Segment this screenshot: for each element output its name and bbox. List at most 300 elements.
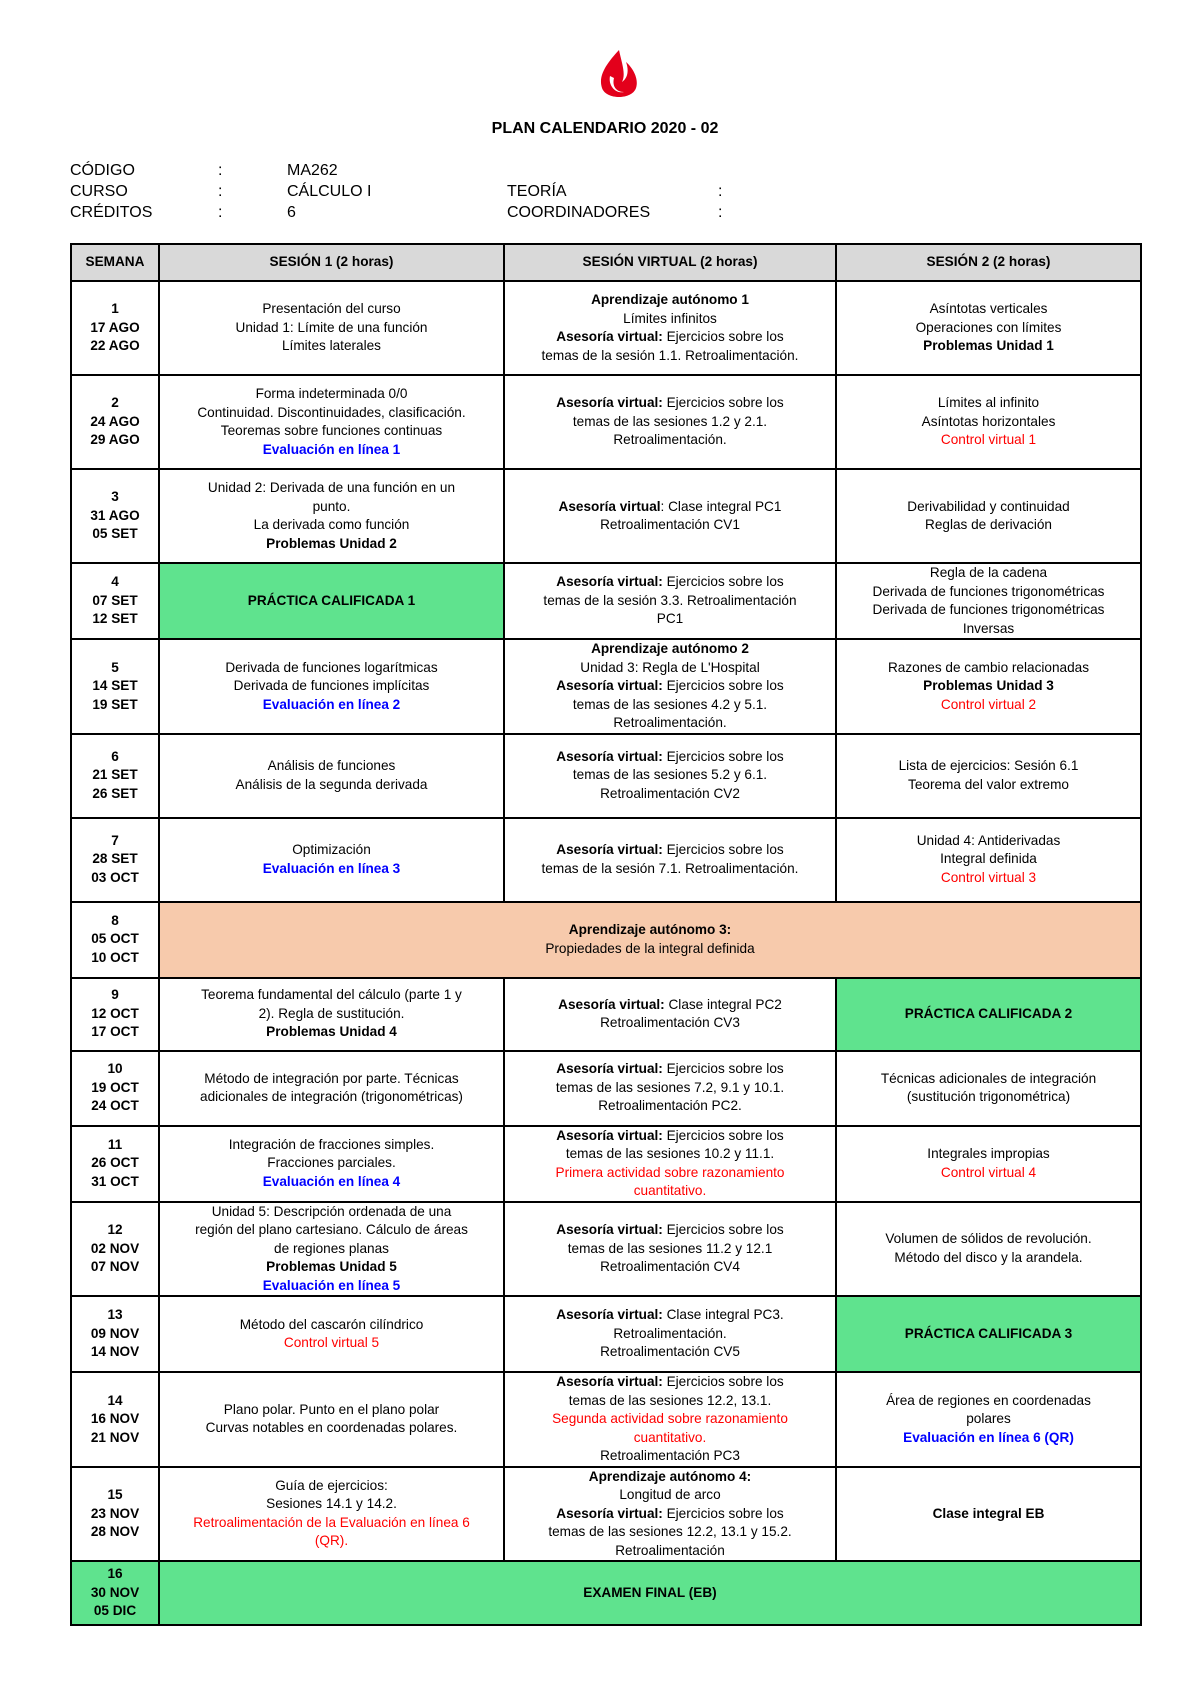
week-cell [71,563,159,639]
table-row [71,639,1141,734]
session-2-cell: PRÁCTICA CALIFICADA 3 [836,1296,1141,1372]
cell-line [841,1505,1136,1524]
virtual-session-cell [504,563,836,639]
week-text: 3 [111,489,119,505]
cell-line [841,1410,1136,1429]
session-1-cell [159,734,504,818]
session-1-cell [159,1372,504,1467]
session-1-cell [159,978,504,1051]
cell-line [509,1410,831,1429]
week-text: 03 OCT [91,869,139,885]
cell-text-rest: Ejercicios sobre los [662,1127,784,1143]
cell-text: temas de la sesión 3.3. Retroalimentación [543,592,797,608]
cell-line [509,1325,831,1344]
cell-text: Asesoría virtual: [556,748,663,764]
table-row [71,1467,1141,1562]
cell-text: Unidad 5: Descripción ordenada de una [211,1203,452,1219]
cell-text: temas de las sesiones 11.2 y 12.1 [567,1240,773,1256]
cell-text: cuantitativo. [633,1429,707,1445]
cell-text: temas de las sesiones 7.2, 9.1 y 10.1. [555,1079,785,1095]
cell-text: Técnicas adicionales de integración [880,1070,1097,1086]
cell-text: Análisis de la segunda derivada [235,776,428,792]
session-2-cell: PRÁCTICA CALIFICADA 2 [836,978,1141,1051]
table-row [71,978,1141,1051]
cell-line [509,696,831,715]
cell-line [509,1505,831,1524]
table-row [71,1372,1141,1467]
week-text: 24 OCT [91,1098,139,1114]
header-semana: SEMANA [71,244,159,281]
cell-text: Clase integral EB [932,1505,1045,1521]
week-cell [71,469,159,563]
cell-text: Control virtual 1 [940,432,1037,448]
creditos-label: CRÉDITOS [70,204,153,221]
table-row [71,1296,1141,1372]
cell-line [509,291,831,310]
cell-line [509,1486,831,1505]
cell-line [841,564,1136,583]
cell-text: Retroalimentación PC2. [598,1098,742,1114]
week-text: 05 DIC [93,1603,137,1619]
week-text: 07 NOV [90,1259,140,1274]
cell-text: Problemas Unidad 3 [923,678,1054,693]
cell-line [841,1164,1136,1183]
virtual-session-cell [504,469,836,563]
week-text: 1 [111,301,119,317]
week-cell [71,1202,159,1297]
week-text: 5 [111,659,119,675]
cell-text: punto. [312,498,351,514]
cell-line [509,1523,831,1542]
cell-line [841,1230,1136,1249]
cell-text: Propiedades de la integral definida [545,940,755,956]
cell-text-rest: Clase integral PC3. [662,1307,784,1323]
cell-text: cuantitativo. [633,1183,707,1198]
cell-text: Control virtual 2 [940,696,1037,712]
cell-text: (sustitución trigonométrica) [906,1089,1071,1104]
cell-line [841,757,1136,776]
week-cell [71,639,159,734]
week-text: 26 SET [92,785,138,801]
creditos-value: 6 [287,204,296,221]
cell-text: temas de las sesiones 5.2 y 6.1. [572,767,768,783]
cell-line [164,1316,499,1335]
cell-line [509,1240,831,1259]
cell-line [509,766,831,785]
codigo-label: CÓDIGO [70,162,135,179]
cell-text: Problemas Unidad 2 [266,535,397,551]
cell-line [164,921,1136,940]
virtual-session-cell [504,1202,836,1297]
cell-line [164,516,499,535]
cell-line [509,640,831,659]
cell-line [509,1447,831,1466]
cell-text-rest: Clase integral PC2 [664,996,782,1012]
week-text: 24 AGO [90,413,140,429]
cell-line [509,714,831,733]
cell-text: adicionales de integración (trigonométricas) [200,1089,463,1104]
week-text: 28 SET [92,851,138,867]
cell-text: Límites laterales [282,338,381,354]
cell-text-rest: Ejercicios sobre los [662,1222,784,1237]
cell-line [509,431,831,450]
week-text: 02 NOV [90,1240,140,1256]
cell-text: Curvas notables en coordenadas polares. [205,1420,458,1436]
week-text: 14 SET [92,678,138,693]
cell-text: temas de las sesiones 4.2 y 5.1. [572,696,768,712]
cell-text: Fracciones parciales. [267,1155,396,1171]
cell-line [164,1154,499,1173]
week-text: 31 AGO [90,507,140,523]
cell-line [841,776,1136,795]
cell-text: Integral definida [940,851,1037,867]
cell-text: Evaluación en línea 5 [262,1277,401,1293]
header-sesion-virtual: SESIÓN VIRTUAL (2 horas) [504,244,836,281]
cell-text: Control virtual 5 [283,1335,380,1350]
cell-line [841,319,1136,338]
cell-text: Asesoría virtual: [556,1374,663,1389]
cell-line [164,498,499,517]
week-text: 05 SET [92,526,138,542]
session-1-cell [159,375,504,469]
cell-text: Retroalimentación CV3 [600,1015,740,1030]
header-row [71,244,1141,281]
cell-line [164,300,499,319]
cell-line [164,1088,499,1107]
cell-line [509,1373,831,1392]
schedule-table [70,243,1142,1626]
week-text: 10 [107,1061,123,1077]
cell-line [841,394,1136,413]
cell-text: Método de integración por parte. Técnicas [204,1070,459,1086]
cell-text: temas de la sesión 1.1. Retroalimentación. [541,347,799,363]
cell-line [164,1334,499,1353]
info-staff-labels [507,181,650,223]
week-cell [71,1296,159,1372]
teoria-sep: : [718,183,723,200]
session-2-cell [836,469,1141,563]
cell-line [164,1419,499,1438]
cell-text: Regla de la cadena [929,565,1048,580]
cell-text: Asesoría virtual: [556,1222,663,1237]
cell-text: Optimización [292,842,371,857]
cell-text: Longitud de arco [619,1487,721,1502]
cell-line [509,1542,831,1561]
session-1-cell [159,281,504,375]
cell-text: Teorema del valor extremo [908,776,1069,792]
cell-text: Integrales impropias [927,1146,1050,1161]
cell-line [164,860,499,879]
coordinadores-label: COORDINADORES [507,204,651,221]
table-row [71,281,1141,375]
cell-line [164,696,499,715]
session-1-cell [159,639,504,734]
week-text: 29 AGO [90,432,140,448]
cell-line [164,1136,499,1155]
cell-line [509,347,831,366]
cell-line [841,498,1136,517]
session-2-cell [836,1051,1141,1126]
cell-text-rest: Ejercicios sobre los [662,748,784,764]
cell-text: Retroalimentación CV5 [600,1344,740,1360]
session-1-cell [159,1296,504,1372]
table-row [71,469,1141,563]
codigo-value: MA262 [287,162,338,179]
table-row [71,1561,1141,1625]
cell-text: Evaluación en línea 2 [262,696,401,712]
cell-text: Asesoría virtual: [556,1505,663,1521]
cell-text: temas de las sesiones 1.2 y 2.1. [572,413,768,429]
cell-line [164,1240,499,1259]
cell-line [841,601,1136,620]
cell-line [841,1070,1136,1089]
table-row [71,563,1141,639]
table-row [71,1051,1141,1126]
session-2-cell [836,563,1141,639]
cell-line [841,620,1136,639]
cell-text: Integración de fracciones simples. [228,1136,435,1152]
info-labels-col [70,160,152,223]
session-2-cell [836,1467,1141,1562]
cell-text: Retroalimentación PC3 [600,1448,740,1463]
cell-text: La derivada como función [253,517,410,532]
cell-line [509,1164,831,1183]
cell-line [509,1145,831,1164]
cell-text: Problemas Unidad 5 [266,1259,397,1274]
session-2-cell [836,639,1141,734]
cell-text: Retroalimentación. [613,1325,727,1341]
cell-line [509,1014,831,1033]
cell-text: Problemas Unidad 1 [923,338,1054,354]
cell-text: Asesoría virtual: [556,574,663,590]
week-text: 16 NOV [90,1411,140,1426]
cell-text: Retroalimentación CV1 [600,517,740,532]
cell-line [509,1306,831,1325]
curso-label: CURSO [70,183,128,200]
cell-text: Teoremas sobre funciones continuas [220,423,443,438]
table-row [71,734,1141,818]
cell-text: Unidad 1: Límite de una función [235,319,428,335]
cell-line [164,659,499,678]
cell-line [164,940,1136,959]
cell-line [164,422,499,441]
week-text: 13 [107,1307,123,1323]
cell-text: Derivada de funciones logarítmicas [225,659,438,675]
cell-line [509,498,831,517]
cell-text: Presentación del curso [262,301,401,317]
cell-text: Análisis de funciones [267,758,396,773]
info-values-col [287,160,371,223]
cell-line [509,516,831,535]
cell-text: Primera actividad sobre razonamiento [555,1164,785,1180]
cell-line [164,1005,499,1024]
virtual-session-cell [504,1051,836,1126]
header-sesion-2: SESIÓN 2 (2 horas) [836,244,1141,281]
virtual-session-cell [504,639,836,734]
cell-text: Retroalimentación. [613,432,727,448]
cell-text: Asesoría virtual: [556,395,663,411]
cell-line [509,1182,831,1201]
cell-line [841,413,1136,432]
cell-text: Aprendizaje autónomo 1 [591,292,749,307]
week-text: 6 [111,748,119,764]
week-text: 7 [111,832,119,848]
week-text: 07 SET [92,592,138,608]
cell-text: temas de las sesiones 12.2, 13.1. [568,1392,772,1408]
cell-line [164,1277,499,1296]
week-cell [71,902,159,978]
cell-text: región del plano cartesiano. Cálculo de áreas [195,1222,468,1237]
cell-line [164,441,499,460]
virtual-session-cell [504,281,836,375]
virtual-session-cell [504,818,836,902]
week-text: 21 SET [92,767,138,783]
week-text: 12 [107,1222,123,1237]
session-2-cell [836,1126,1141,1202]
cell-text: Control virtual 4 [940,1164,1037,1180]
week-text: 30 NOV [90,1584,140,1600]
cell-text: Retroalimentación CV2 [600,785,740,801]
cell-line [841,869,1136,888]
week-text: 09 NOV [90,1325,140,1341]
cell-text: Continuidad. Discontinuidades, clasificación. [197,404,466,420]
cell-line [841,850,1136,869]
cell-text: Aprendizaje autónomo 4: [588,1468,752,1484]
cell-text-rest: Ejercicios sobre los [662,1505,784,1521]
session-2-cell [836,1202,1141,1297]
codigo-sep: : [218,162,223,179]
cell-line [509,1343,831,1362]
cell-text: Razones de cambio relacionadas [887,659,1089,675]
session-1-cell: PRÁCTICA CALIFICADA 1 [159,563,504,639]
week-cell [71,1126,159,1202]
cell-line [509,1097,831,1116]
week-text: 15 [107,1487,123,1502]
cell-line [164,1221,499,1240]
cell-text-rest: Ejercicios sobre los [662,1374,784,1389]
cell-text: Área de regiones en coordenadas [886,1392,1091,1408]
cell-line [841,677,1136,696]
week-text: 12 OCT [91,1005,139,1021]
session-1-cell [159,1467,504,1562]
cell-line [164,385,499,404]
week-cell [71,281,159,375]
cell-line [509,785,831,804]
week-cell [71,1372,159,1467]
week-text: 17 OCT [91,1024,139,1040]
cell-line [164,535,499,554]
cell-line [841,1088,1136,1107]
final-exam-cell: EXAMEN FINAL (EB) [159,1561,1141,1625]
week-cell [71,1467,159,1562]
cell-line [164,1495,499,1514]
cell-text-rest: Ejercicios sobre los [662,842,784,857]
cell-text-rest: Ejercicios sobre los [662,574,784,590]
cell-text: Asesoría virtual: [556,842,663,857]
week-cell [71,1561,159,1625]
cell-text: Guía de ejercicios: [275,1477,388,1493]
cell-text: Control virtual 3 [940,869,1037,885]
cell-line [164,479,499,498]
header-sesion-1: SESIÓN 1 (2 horas) [159,244,504,281]
week-cell [71,818,159,902]
virtual-session-cell [504,734,836,818]
session-1-cell [159,818,504,902]
week-text: 21 NOV [90,1429,140,1445]
cell-text: Retroalimentación de la Evaluación en línea 6 [193,1514,470,1530]
week-text: 17 AGO [90,319,140,335]
cell-line [164,1023,499,1042]
week-cell [71,978,159,1051]
cell-text: Retroalimentación. [613,715,727,730]
cell-line [841,832,1136,851]
cell-text: Volumen de sólidos de revolución. [885,1231,1092,1247]
university-logo [588,46,650,108]
cell-text: (QR). [314,1533,349,1549]
cell-text: Derivabilidad y continuidad [907,498,1070,514]
cell-text: temas de la sesión 7.1. Retroalimentación. [541,860,799,876]
cell-line [509,996,831,1015]
virtual-session-cell [504,978,836,1051]
week-text: 19 SET [92,696,138,712]
cell-line [509,1468,831,1487]
cell-line [841,1145,1136,1164]
session-2-cell [836,734,1141,818]
table-row [71,818,1141,902]
cell-line [841,1249,1136,1268]
week-cell [71,1051,159,1126]
cell-line [164,757,499,776]
cell-line [164,986,499,1005]
cell-text: Derivada de funciones trigonométricas [872,602,1105,617]
cell-text: Teorema fundamental del cálculo (parte 1 y [201,987,462,1003]
cell-line [164,1258,499,1277]
cell-line [509,394,831,413]
cell-line [841,583,1136,602]
session-1-cell [159,1202,504,1297]
cell-line [509,1127,831,1146]
cell-line [164,1477,499,1496]
table-row [71,1202,1141,1297]
cell-text-rest: Ejercicios sobre los [662,395,784,411]
week-text: 26 OCT [91,1155,139,1171]
cell-text: Asesoría virtual [558,498,661,514]
session-1-cell [159,469,504,563]
cell-text: Evaluación en línea 4 [262,1173,401,1189]
cell-text: Segunda actividad sobre razonamiento [552,1411,788,1426]
session-2-cell [836,375,1141,469]
cell-text: PC1 [656,611,684,627]
cell-line [164,1173,499,1192]
cell-text: Plano polar. Punto en el plano polar [223,1401,440,1417]
virtual-session-cell [504,1126,836,1202]
cell-line [509,860,831,879]
cell-line [509,1258,831,1277]
cell-text: Unidad 4: Antiderivadas [916,832,1061,848]
session-1-cell [159,1051,504,1126]
week-text: 23 NOV [90,1505,140,1521]
cell-text: polares [966,1411,1011,1426]
cell-line [841,659,1136,678]
cell-text: Asesoría virtual: [556,1127,663,1143]
cell-line [164,1070,499,1089]
cell-line [509,841,831,860]
cell-line [841,431,1136,450]
cell-line [509,1221,831,1240]
cell-text: Sesiones 14.1 y 14.2. [266,1496,397,1512]
cell-line [841,1429,1136,1448]
cell-line [841,337,1136,356]
